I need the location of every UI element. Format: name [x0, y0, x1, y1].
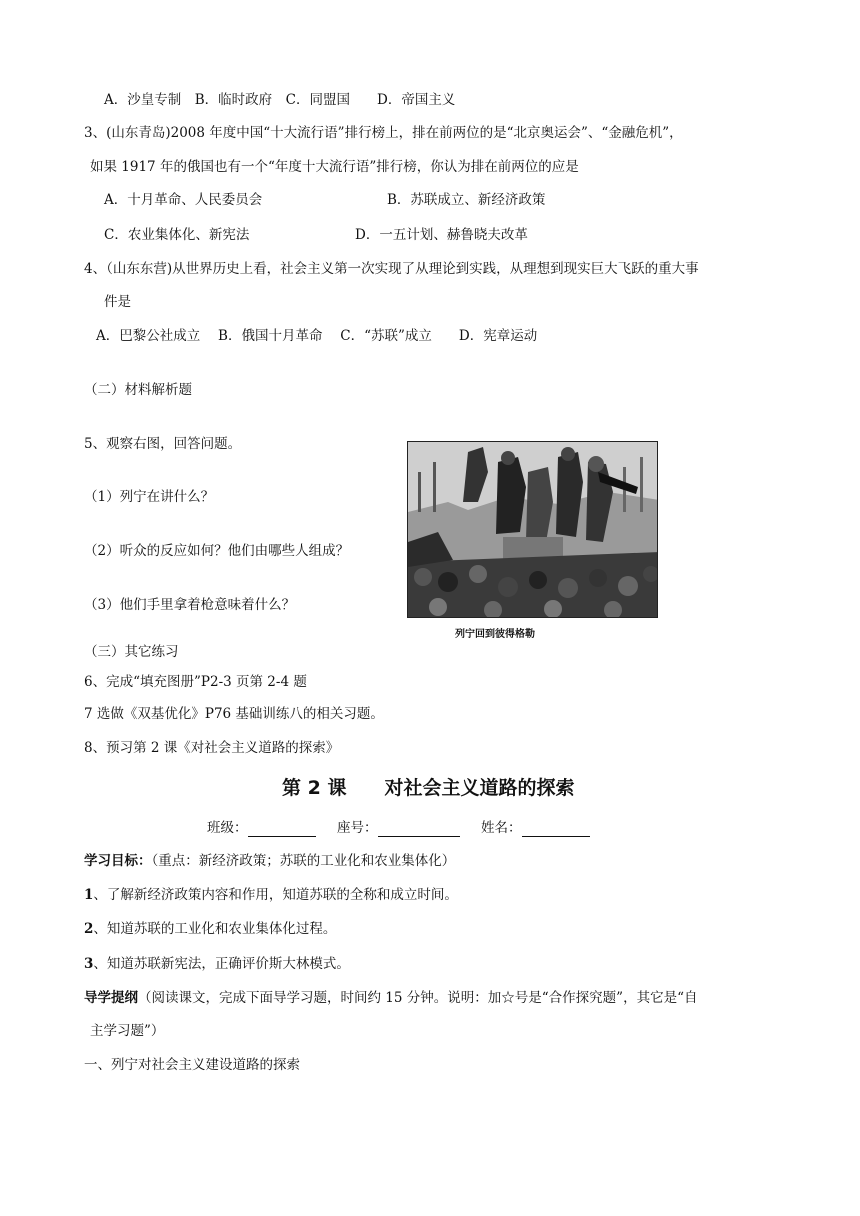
q3-line2: 如果 1917 年的俄国也有一个“年度十大流行语”排行榜，你认为排在前两位的应是: [90, 159, 579, 175]
q6: 6、完成“填充图册”P2-3 页第 2-4 题: [84, 674, 307, 690]
name-field: [481, 819, 590, 837]
name-label: 姓名：: [481, 820, 522, 836]
section-other-exercises: （三）其它练习: [84, 644, 179, 660]
q5-stem: 5、观察右图，回答问题。: [84, 436, 242, 452]
q7: 7 选做《双基优化》P76 基础训练八的相关习题。: [84, 706, 384, 722]
photo-caption: 列宁回到彼得格勒: [455, 629, 535, 640]
name-blank: [522, 822, 590, 837]
q3-option-a: A．十月革命、人民委员会: [104, 192, 263, 208]
q3-option-b: B．苏联成立、新经济政策: [387, 192, 546, 208]
q8: 8、预习第 2 课《对社会主义道路的探索》: [84, 740, 340, 756]
learning-goals-label: 学习目标：: [84, 853, 152, 869]
goal-1: [84, 886, 458, 904]
lesson-title: 第 2 课 对社会主义道路的探索: [282, 777, 575, 799]
learning-goals-focus: （重点：新经济政策；苏联的工业化和农业集体化）: [151, 853, 456, 869]
lenin-speech-photo: [407, 441, 658, 618]
class-field: [207, 819, 316, 837]
goal-1-number: 1: [84, 887, 94, 903]
q4-line1: 4、（山东东营)从世界历史上看，社会主义第一次实现了从理论到实践，从理想到现实巨大飞跃的重大事: [84, 261, 699, 277]
class-blank: [248, 822, 316, 837]
goal-1-text: 、了解新经济政策内容和作用，知道苏联的全称和成立时间。: [93, 887, 458, 903]
goal-2-text: 、知道苏联的工业化和农业集体化过程。: [93, 921, 337, 937]
study-outline-label: 导学提纲: [84, 990, 138, 1006]
class-label: 班级：: [207, 820, 248, 836]
q2-options: A．沙皇专制 B．临时政府 C．同盟国 D．帝国主义: [104, 92, 456, 108]
section-material-analysis: （二）材料解析题: [84, 382, 192, 398]
q4-options: A．巴黎公社成立 B．俄国十月革命 C．“苏联”成立 D．宪章运动: [96, 328, 538, 344]
learning-goals-line: [84, 852, 455, 870]
goal-3: [84, 955, 350, 973]
q3-option-c: C．农业集体化、新宪法: [104, 227, 250, 243]
goal-3-number: 3: [84, 956, 94, 972]
seat-field: [337, 819, 460, 837]
q3-option-d: D．一五计划、赫鲁晓夫改革: [355, 227, 528, 243]
goal-2: [84, 920, 336, 938]
part1-heading: 一、列宁对社会主义建设道路的探索: [84, 1057, 300, 1073]
q5-sub3: （3）他们手里拿着枪意味着什么？: [84, 597, 296, 613]
seat-label: 座号：: [337, 820, 378, 836]
q5-sub2: （2）听众的反应如何？他们由哪些人组成？: [84, 543, 350, 559]
study-outline-line2: 主学习题”）: [90, 1023, 165, 1039]
goal-2-number: 2: [84, 921, 94, 937]
q3-line1: 3、(山东青岛)2008 年度中国“十大流行语”排行榜上，排在前两位的是“北京奥运会”、“金融危机”，: [84, 125, 683, 141]
q5-sub1: （1）列宁在讲什么？: [84, 489, 215, 505]
study-outline-line1: [84, 989, 697, 1007]
study-outline-text1: （阅读课文，完成下面导学习题，时间约 15 分钟。说明：加☆号是“合作探究题”，其它是“自: [138, 990, 698, 1006]
seat-blank: [378, 822, 460, 837]
q4-line2: 件是: [104, 294, 131, 310]
goal-3-text: 、知道苏联新宪法，正确评价斯大林模式。: [93, 956, 350, 972]
